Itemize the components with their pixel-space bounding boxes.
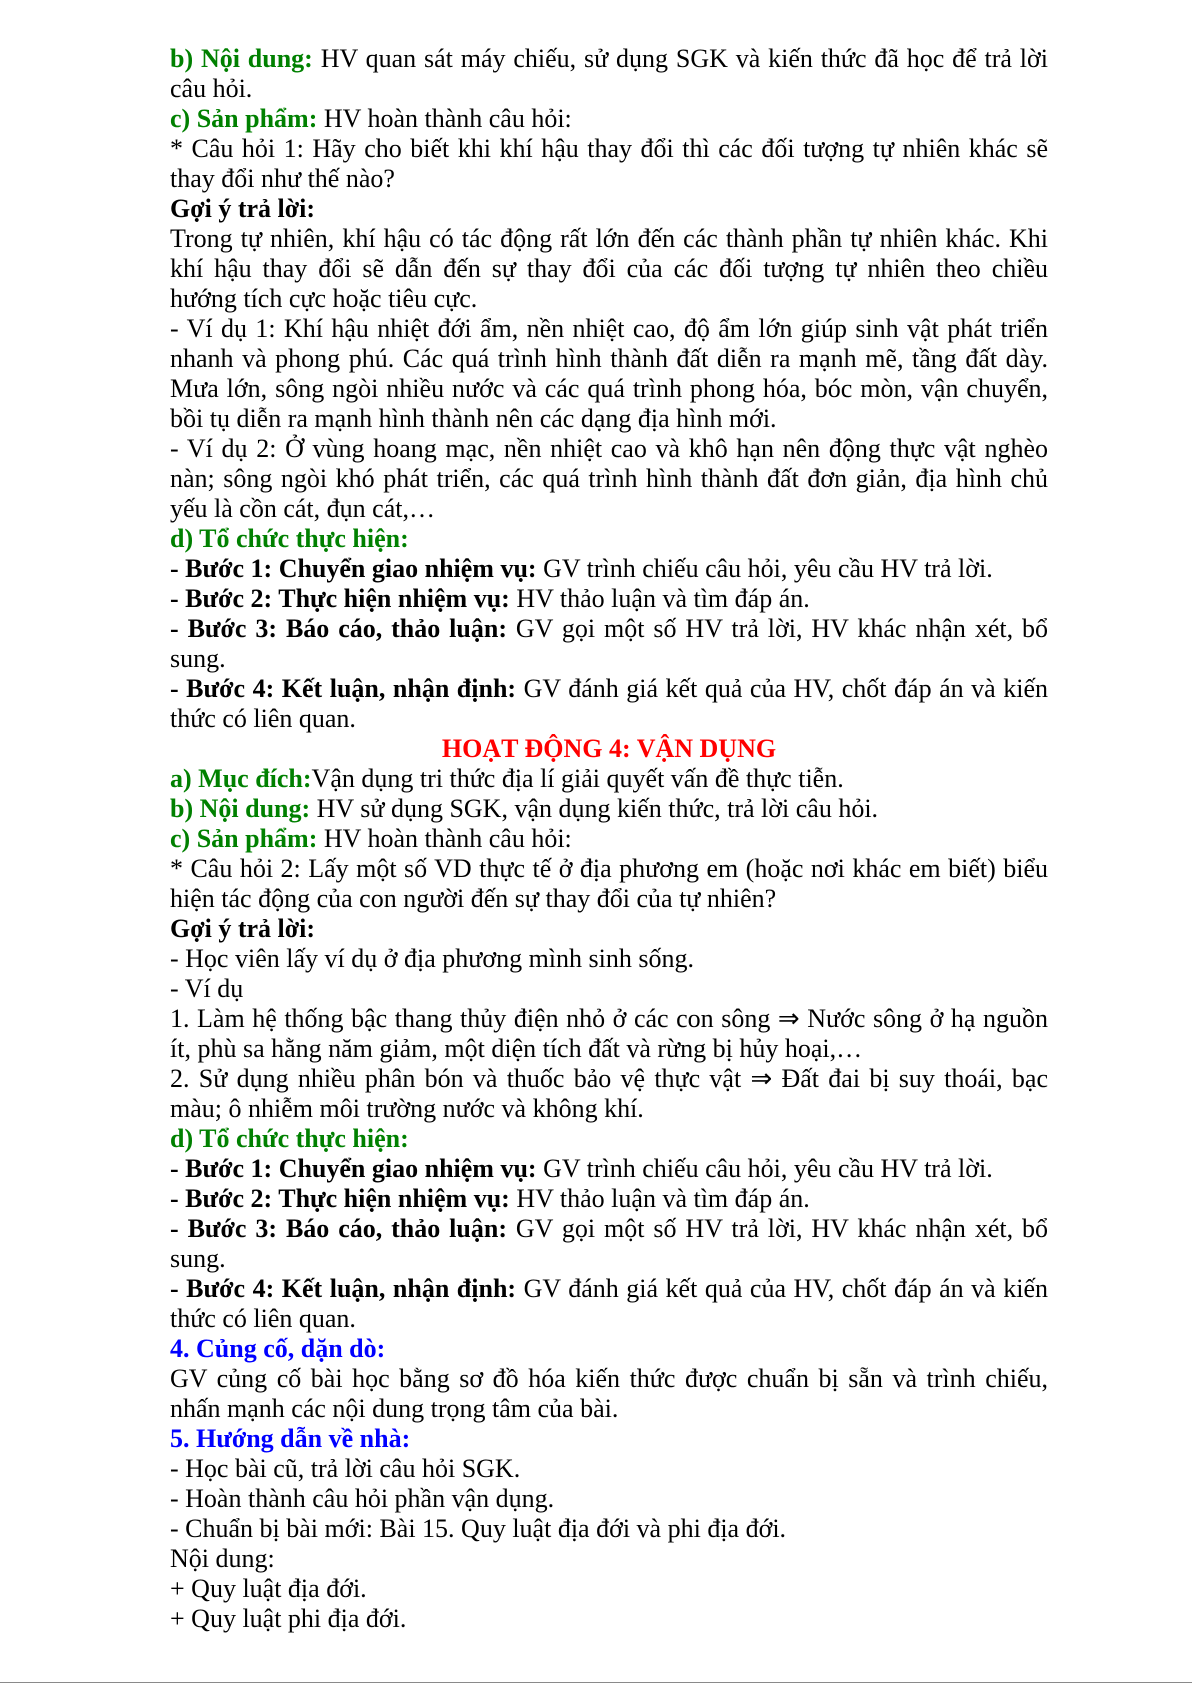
a4-question-line: hiện tác động của con người đến sự thay đổi của tự nhiên? xyxy=(170,884,777,913)
a3-answer-line: nhanh và phong phú. Các quá trình hình thành đất diễn ra mạnh mẽ, tầng đất dày. xyxy=(170,344,1048,373)
a3-step-3-cont: sung. xyxy=(170,644,226,673)
a3-answer-line: - Ví dụ 1: Khí hậu nhiệt đới ẩm, nền nhiệt cao, độ ẩm lớn giúp sinh vật phát triển xyxy=(170,314,1048,343)
a4-step-4 xyxy=(170,1274,1048,1304)
a4-purpose-text: Vận dụng tri thức địa lí giải quyết vấn đề thực tiễn. xyxy=(311,764,844,793)
a4-step-4-text: GV đánh giá kết quả của HV, chốt đáp án và kiến xyxy=(523,1274,1048,1303)
a4-answer-line: - Ví dụ xyxy=(170,974,244,1003)
a3-question-line: thay đổi như thế nào? xyxy=(170,164,395,193)
a3-answer-line: khí hậu thay đổi sẽ dẫn đến sự thay đổi của các đối tượng tự nhiên theo chiều xyxy=(170,254,1048,283)
a4-organization-heading: d) Tổ chức thực hiện: xyxy=(170,1124,409,1153)
homework-content-item: + Quy luật địa đới. xyxy=(170,1574,367,1603)
a4-content-label: b) Nội dung: xyxy=(170,794,311,823)
consolidation-heading: 4. Củng cố, dặn dò: xyxy=(170,1334,386,1363)
homework-item: - Học bài cũ, trả lời câu hỏi SGK. xyxy=(170,1454,521,1483)
a4-step-2 xyxy=(170,1184,1048,1214)
consolidation-line: nhấn mạnh các nội dung trọng tâm của bài. xyxy=(170,1394,619,1423)
a3-product-line xyxy=(170,104,1048,134)
a3-step-2 xyxy=(170,584,1048,614)
a4-answer-line: màu; ô nhiễm môi trường nước và không khí. xyxy=(170,1094,644,1123)
a3-organization-heading: d) Tổ chức thực hiện: xyxy=(170,524,409,553)
homework-content-item: + Quy luật phi địa đới. xyxy=(170,1604,407,1633)
a3-answer-line: bồi tụ diễn ra mạnh hình thành nên các dạng địa hình mới. xyxy=(170,404,777,433)
a4-step-1-label: - Bước 1: Chuyển giao nhiệm vụ: xyxy=(170,1154,537,1183)
a3-content-label: b) Nội dung: xyxy=(170,44,313,73)
a4-product-line xyxy=(170,824,1048,854)
a4-product-text: HV hoàn thành câu hỏi: xyxy=(323,824,572,853)
a4-content-line xyxy=(170,794,1048,824)
a3-content-text: HV quan sát máy chiếu, sử dụng SGK và kiến thức đã học để trả lời xyxy=(320,44,1048,73)
a3-step-4-label: - Bước 4: Kết luận, nhận định: xyxy=(170,674,517,703)
a3-step-4 xyxy=(170,674,1048,704)
a4-step-1 xyxy=(170,1154,1048,1184)
a3-content-line xyxy=(170,44,1048,74)
homework-item: - Hoàn thành câu hỏi phần vận dụng. xyxy=(170,1484,555,1513)
a4-answer-heading: Gợi ý trả lời: xyxy=(170,914,316,943)
a4-step-2-text: HV thảo luận và tìm đáp án. xyxy=(516,1184,810,1213)
consolidation-line: GV củng cố bài học bằng sơ đồ hóa kiến thức được chuẩn bị sẵn và trình chiếu, xyxy=(170,1364,1048,1393)
a4-step-4-label: - Bước 4: Kết luận, nhận định: xyxy=(170,1274,517,1303)
homework-item: - Chuẩn bị bài mới: Bài 15. Quy luật địa đới và phi địa đới. xyxy=(170,1514,787,1543)
a3-step-2-text: HV thảo luận và tìm đáp án. xyxy=(516,584,810,613)
page-bottom-rule xyxy=(0,1682,1192,1683)
a4-purpose-line xyxy=(170,764,1048,794)
a3-answer-line: Trong tự nhiên, khí hậu có tác động rất lớn đến các thành phần tự nhiên khác. Khi xyxy=(170,224,1048,253)
a4-title: HOẠT ĐỘNG 4: VẬN DỤNG xyxy=(441,734,777,763)
a3-step-3 xyxy=(170,614,1048,644)
a3-step-1-text: GV trình chiếu câu hỏi, yêu cầu HV trả lời. xyxy=(543,554,993,583)
a3-question-line: * Câu hỏi 1: Hãy cho biết khi khí hậu thay đổi thì các đối tượng tự nhiên khác sẽ xyxy=(170,134,1048,163)
a4-answer-line: - Học viên lấy ví dụ ở địa phương mình sinh sống. xyxy=(170,944,694,973)
a4-purpose-label: a) Mục đích: xyxy=(170,764,312,793)
a4-step-4-cont: thức có liên quan. xyxy=(170,1304,356,1333)
a3-step-4-cont: thức có liên quan. xyxy=(170,704,356,733)
a4-step-2-label: - Bước 2: Thực hiện nhiệm vụ: xyxy=(170,1184,510,1213)
a3-product-label: c) Sản phẩm: xyxy=(170,104,318,133)
a3-answer-heading: Gợi ý trả lời: xyxy=(170,194,316,223)
a4-step-3 xyxy=(170,1214,1048,1244)
a4-answer-line: ít, phù sa hằng năm giảm, một diện tích đất và rừng bị hủy hoại,… xyxy=(170,1034,863,1063)
a3-step-2-label: - Bước 2: Thực hiện nhiệm vụ: xyxy=(170,584,510,613)
a4-step-3-label: - Bước 3: Báo cáo, thảo luận: xyxy=(170,1214,507,1243)
a4-content-text: HV sử dụng SGK, vận dụng kiến thức, trả lời câu hỏi. xyxy=(316,794,879,823)
document-body xyxy=(170,44,1048,1634)
a4-step-1-text: GV trình chiếu câu hỏi, yêu cầu HV trả lời. xyxy=(543,1154,993,1183)
a4-step-3-text: GV gọi một số HV trả lời, HV khác nhận xét, bổ xyxy=(515,1214,1049,1243)
a4-product-label: c) Sản phẩm: xyxy=(170,824,318,853)
a3-content-line-2: câu hỏi. xyxy=(170,74,253,103)
a3-product-text: HV hoàn thành câu hỏi: xyxy=(323,104,572,133)
a3-answer-line: hướng tích cực hoặc tiêu cực. xyxy=(170,284,478,313)
a3-answer-line: - Ví dụ 2: Ở vùng hoang mạc, nền nhiệt cao và khô hạn nên động thực vật nghèo xyxy=(170,434,1048,463)
a3-step-1 xyxy=(170,554,1048,584)
a3-step-1-label: - Bước 1: Chuyển giao nhiệm vụ: xyxy=(170,554,537,583)
a4-answer-line: 2. Sử dụng nhiều phân bón và thuốc bảo vệ thực vật ⇒ Đất đai bị suy thoái, bạc xyxy=(170,1064,1048,1093)
homework-heading: 5. Hướng dẫn về nhà: xyxy=(170,1424,411,1453)
homework-content-label: Nội dung: xyxy=(170,1544,275,1573)
a3-step-3-text: GV gọi một số HV trả lời, HV khác nhận xét, bổ xyxy=(515,614,1049,643)
a3-answer-line: nàn; sông ngòi khó phát triển, các quá trình hình thành đất đơn giản, địa hình chủ xyxy=(170,464,1048,493)
a4-answer-line: 1. Làm hệ thống bậc thang thủy điện nhỏ ở các con sông ⇒ Nước sông ở hạ nguồn xyxy=(170,1004,1048,1033)
a3-answer-line: yếu là cồn cát, đụn cát,… xyxy=(170,494,435,523)
a3-step-3-label: - Bước 3: Báo cáo, thảo luận: xyxy=(170,614,507,643)
a4-question-line: * Câu hỏi 2: Lấy một số VD thực tế ở địa phương em (hoặc nơi khác em biết) biểu xyxy=(170,854,1048,883)
a4-step-3-cont: sung. xyxy=(170,1244,226,1273)
a3-step-4-text: GV đánh giá kết quả của HV, chốt đáp án và kiến xyxy=(523,674,1048,703)
a3-answer-line: Mưa lớn, sông ngòi nhiều nước và các quá trình phong hóa, bóc mòn, vận chuyển, xyxy=(170,374,1048,403)
